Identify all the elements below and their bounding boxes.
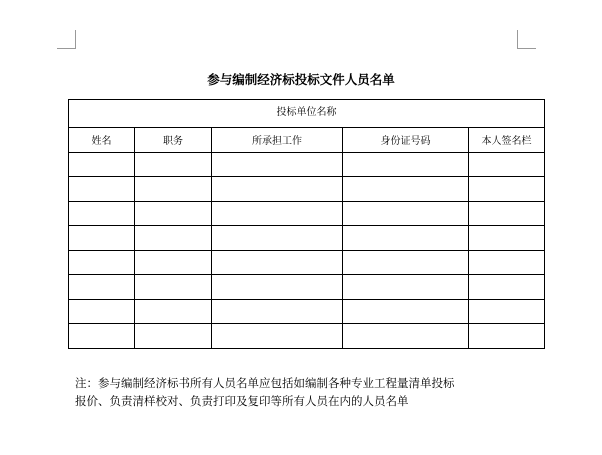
corner-mark-top-left <box>75 30 76 48</box>
table-cell[interactable] <box>212 201 343 226</box>
table-cell[interactable] <box>343 299 469 324</box>
table-cell[interactable] <box>469 250 545 275</box>
footnote-line-1: 注：参与编制经济标书所有人员名单应包括如编制各种专业工程量清单投标 <box>75 376 455 390</box>
table-cell[interactable] <box>343 152 469 177</box>
table-cell[interactable] <box>212 250 343 275</box>
table-cell[interactable] <box>343 324 469 349</box>
corner-mark-top-right <box>517 30 518 48</box>
table-cell[interactable] <box>343 226 469 251</box>
table-row <box>69 250 545 275</box>
table-cell[interactable] <box>135 177 212 202</box>
table-cell[interactable] <box>212 324 343 349</box>
personnel-table <box>68 99 545 349</box>
table-cell[interactable] <box>69 177 135 202</box>
table-cell[interactable] <box>469 201 545 226</box>
table-cell[interactable] <box>469 324 545 349</box>
table-row <box>69 177 545 202</box>
table-row <box>69 152 545 177</box>
table-cell[interactable] <box>69 299 135 324</box>
footnote <box>75 374 545 410</box>
footnote-line-2: 报价、负责清样校对、负责打印及复印等所有人员在内的人员名单 <box>75 394 409 408</box>
table-cell[interactable] <box>135 152 212 177</box>
table-cell[interactable] <box>343 201 469 226</box>
table-cell[interactable] <box>135 275 212 300</box>
table-row <box>69 201 545 226</box>
table-cell[interactable] <box>69 324 135 349</box>
header-position: 职务 <box>135 128 212 153</box>
table-cell[interactable] <box>343 250 469 275</box>
table-cell[interactable] <box>469 177 545 202</box>
table-cell[interactable] <box>343 177 469 202</box>
table-cell[interactable] <box>212 299 343 324</box>
table-cell[interactable] <box>135 201 212 226</box>
table-cell[interactable] <box>212 275 343 300</box>
table-cell[interactable] <box>212 152 343 177</box>
header-id-number: 身份证号码 <box>343 128 469 153</box>
corner-mark-top-right <box>517 48 536 49</box>
table-cell[interactable] <box>469 226 545 251</box>
table-cell[interactable] <box>469 152 545 177</box>
table-cell[interactable] <box>212 177 343 202</box>
table-cell[interactable] <box>135 324 212 349</box>
table-cell[interactable] <box>69 201 135 226</box>
header-row <box>69 128 545 153</box>
header-name: 姓名 <box>69 128 135 153</box>
document-title: 参与编制经济标投标文件人员名单 <box>207 72 395 87</box>
corner-mark-top-left <box>57 48 76 49</box>
table-cell[interactable] <box>343 275 469 300</box>
table-row <box>69 275 545 300</box>
table-cell[interactable] <box>69 152 135 177</box>
table-cell[interactable] <box>469 299 545 324</box>
table-cell[interactable] <box>469 275 545 300</box>
table-cell[interactable] <box>69 250 135 275</box>
table-cell[interactable] <box>69 275 135 300</box>
table-cell[interactable] <box>135 250 212 275</box>
header-work: 所承担工作 <box>212 128 343 153</box>
table-cell[interactable] <box>135 299 212 324</box>
table-cell[interactable] <box>69 226 135 251</box>
table-row <box>69 324 545 349</box>
header-signature: 本人签名栏 <box>469 128 545 153</box>
table-cell[interactable] <box>135 226 212 251</box>
table-cell[interactable] <box>212 226 343 251</box>
bidder-unit-name-cell[interactable]: 投标单位名称 <box>69 100 545 128</box>
table-row <box>69 299 545 324</box>
table-row <box>69 226 545 251</box>
